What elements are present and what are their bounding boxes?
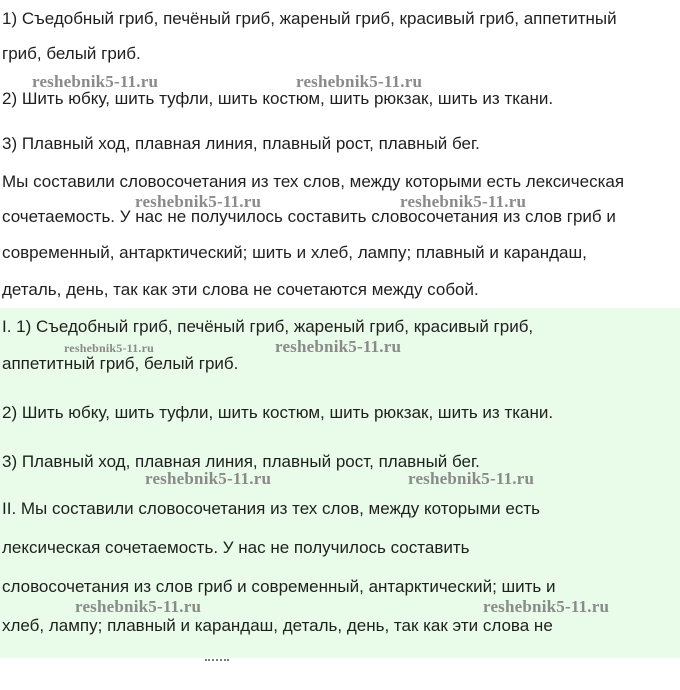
text-line: словосочетания из слов гриб и современный, антарктический; шить и bbox=[2, 577, 556, 596]
text-line: гриб, белый гриб. bbox=[2, 44, 141, 63]
text-line: 3) Плавный ход, плавная линия, плавный рост, плавный бег. bbox=[2, 134, 480, 153]
watermark: reshebnik5-11.ru bbox=[483, 597, 610, 616]
watermark: reshebnik5-11.ru bbox=[64, 341, 154, 355]
text-line: хлеб, лампу; плавный и карандаш, деталь, день, так как эти слова не bbox=[2, 616, 553, 635]
text-line: 2) Шить юбку, шить туфли, шить костюм, шить рюкзак, шить из ткани. bbox=[2, 89, 554, 108]
text-line: 3) Плавный ход, плавная линия, плавный рост, плавный бег. bbox=[2, 452, 480, 471]
cut-off-text-fragment bbox=[205, 657, 235, 665]
watermark: reshebnik5-11.ru bbox=[275, 337, 402, 356]
watermark: reshebnik5-11.ru bbox=[145, 469, 272, 488]
text-line: Мы составили словосочетания из тех слов, между которыми есть лексическая bbox=[2, 172, 625, 191]
text-line: 1) Съедобный гриб, печёный гриб, жареный гриб, красивый гриб, аппетитный bbox=[2, 9, 617, 28]
text-line: сочетаемость. У нас не получилось составить словосочетания из слов гриб и bbox=[2, 207, 616, 226]
text-line: аппетитный гриб, белый гриб. bbox=[2, 354, 239, 373]
text-line: лексическая сочетаемость. У нас не получилось составить bbox=[2, 538, 470, 557]
text-line: современный, антарктический; шить и хлеб, лампу; плавный и карандаш, bbox=[2, 243, 587, 262]
watermark: reshebnik5-11.ru bbox=[135, 192, 262, 211]
text-line: I. 1) Съедобный гриб, печёный гриб, жареный гриб, красивый гриб, bbox=[2, 317, 534, 336]
text-line: деталь, день, так как эти слова не сочетаются между собой. bbox=[2, 280, 479, 299]
watermark: reshebnik5-11.ru bbox=[296, 72, 423, 91]
text-line: 2) Шить юбку, шить туфли, шить костюм, шить рюкзак, шить из ткани. bbox=[2, 403, 554, 422]
watermark: reshebnik5-11.ru bbox=[408, 469, 535, 488]
watermark: reshebnik5-11.ru bbox=[32, 72, 159, 91]
watermark: reshebnik5-11.ru bbox=[400, 192, 527, 211]
text-line: II. Мы составили словосочетания из тех слов, между которыми есть bbox=[2, 499, 540, 518]
watermark: reshebnik5-11.ru bbox=[75, 597, 202, 616]
